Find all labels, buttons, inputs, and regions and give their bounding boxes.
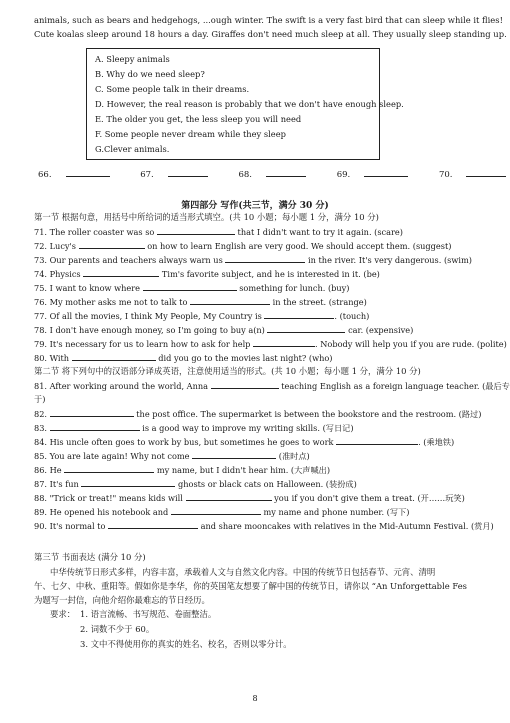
question-90: 90. It's normal to and share mooncakes with relatives in the Mid-Autumn Festival. (赏月) <box>34 521 494 531</box>
question-89: 89. He opened his notebook and my name and phone number. (写下) <box>34 507 410 517</box>
intro-line-2: Cute koalas sleep around 18 hours a day. Giraffes don't need much sleep at all. They usually sleep standing up. <box>34 29 507 39</box>
option-b: B. Why do we need sleep? <box>95 69 205 79</box>
section3-para-1: 中华传统节日形式多样，内容丰富，承载着人文与自然文化内容。中国的传统节日包括春节、元宵、清明 <box>50 567 436 577</box>
requirements-label: 要求： <box>50 609 76 619</box>
requirement-1: 1. 语言流畅、书写规范、卷面整洁。 <box>80 609 217 619</box>
answer-66[interactable]: 66. <box>38 168 124 180</box>
question-88: 88. "Trick or treat!" means kids will you if you don't give them a treat. (开……玩笑) <box>34 493 465 503</box>
question-73: 73. Our parents and teachers always warn us in the river. It's very dangerous. (swim) <box>34 255 472 265</box>
question-87: 87. It's fun ghosts or black cats on Halloween. (装扮成) <box>34 479 357 489</box>
intro-line-1: animals, such as bears and hedgehogs, ...ough winter. The swift is a very fast bird that can sleep while it flies! <box>34 15 503 25</box>
requirement-2: 2. 词数不少于 60。 <box>80 624 155 634</box>
option-e: E. The older you get, the less sleep you will need <box>95 114 302 124</box>
part-heading: 第四部分 写作(共三节，满分 30 分) <box>181 201 329 211</box>
question-83: 83. is a good way to improve my writing skills. (写日记) <box>34 423 354 433</box>
section1-title: 第一节 根据句意，用括号中所给词的适当形式填空。(共 10 小题；每小题 1 分，满分 10 分) <box>34 212 379 222</box>
question-71: 71. The roller coaster was so that I didn't want to try it again. (scare) <box>34 227 403 237</box>
answer-blanks <box>38 168 510 180</box>
section3-para-3: 为题写一封信，向他介绍你最难忘的节日经历。 <box>34 595 210 605</box>
question-77: 77. Of all the movies, I think My People, My Country is . (touch) <box>34 311 370 321</box>
option-f: F. Some people never dream while they sleep <box>95 129 286 139</box>
answer-67[interactable]: 67. <box>140 168 222 180</box>
answer-69[interactable]: 69. <box>337 168 423 180</box>
question-85: 85. You are late again! Why not come (准时点) <box>34 451 310 461</box>
section3-title: 第三节 书面表达 (满分 10 分) <box>34 552 146 562</box>
requirement-3: 3. 文中不得使用你的真实的姓名、校名，否则以零分计。 <box>80 639 292 649</box>
option-a: A. Sleepy animals <box>95 54 170 64</box>
question-72: 72. Lucy's on how to learn English are very good. We should accept them. (suggest) <box>34 241 452 251</box>
section3-para-2: 午、七夕、中秋、重阳等。假如你是李华，你的英国笔友想要了解中国的传统节日，请你以 “An Unforgettable Fes <box>34 581 467 591</box>
question-86: 86. He my name, but I didn't hear him. (大声喊出) <box>34 465 331 475</box>
answer-70[interactable]: 70. <box>439 168 510 180</box>
question-78: 78. I don't have enough money, so I'm going to buy a(n) car. (expensive) <box>34 325 414 335</box>
question-75: 75. I want to know where something for lunch. (buy) <box>34 283 350 293</box>
answer-68[interactable]: 68. <box>238 168 320 180</box>
question-81-cont: 于) <box>34 394 46 404</box>
question-80: 80. With did you go to the movies last night? (who) <box>34 353 333 363</box>
section2-title: 第二节 将下列句中的汉语部分译成英语，注意使用适当的形式。(共 10 小题；每小题 1 分，满分 10 分) <box>34 366 421 376</box>
question-82: 82. the post office. The supermarket is between the bookstore and the restroom. (路过) <box>34 409 482 419</box>
option-g: G.Clever animals. <box>95 144 170 154</box>
question-74: 74. Physics Tim's favorite subject, and he is interested in it. (be) <box>34 269 380 279</box>
option-d: D. However, the real reason is probably that we don't have enough sleep. <box>95 99 404 109</box>
option-c: C. Some people talk in their dreams. <box>95 84 250 94</box>
question-84: 84. His uncle often goes to work by bus, but sometimes he goes to work . (乘地铁) <box>34 437 455 447</box>
page-number: 8 <box>252 694 258 703</box>
question-76: 76. My mother asks me not to talk to in the street. (strange) <box>34 297 367 307</box>
options-box <box>86 48 404 160</box>
question-81: 81. After working around the world, Anna teaching English as a foreign language teacher. (最后专 <box>34 381 510 391</box>
question-79: 79. It's necessary for us to learn how to ask for help . Nobody will help you if you are rude. (polite) <box>34 339 507 349</box>
